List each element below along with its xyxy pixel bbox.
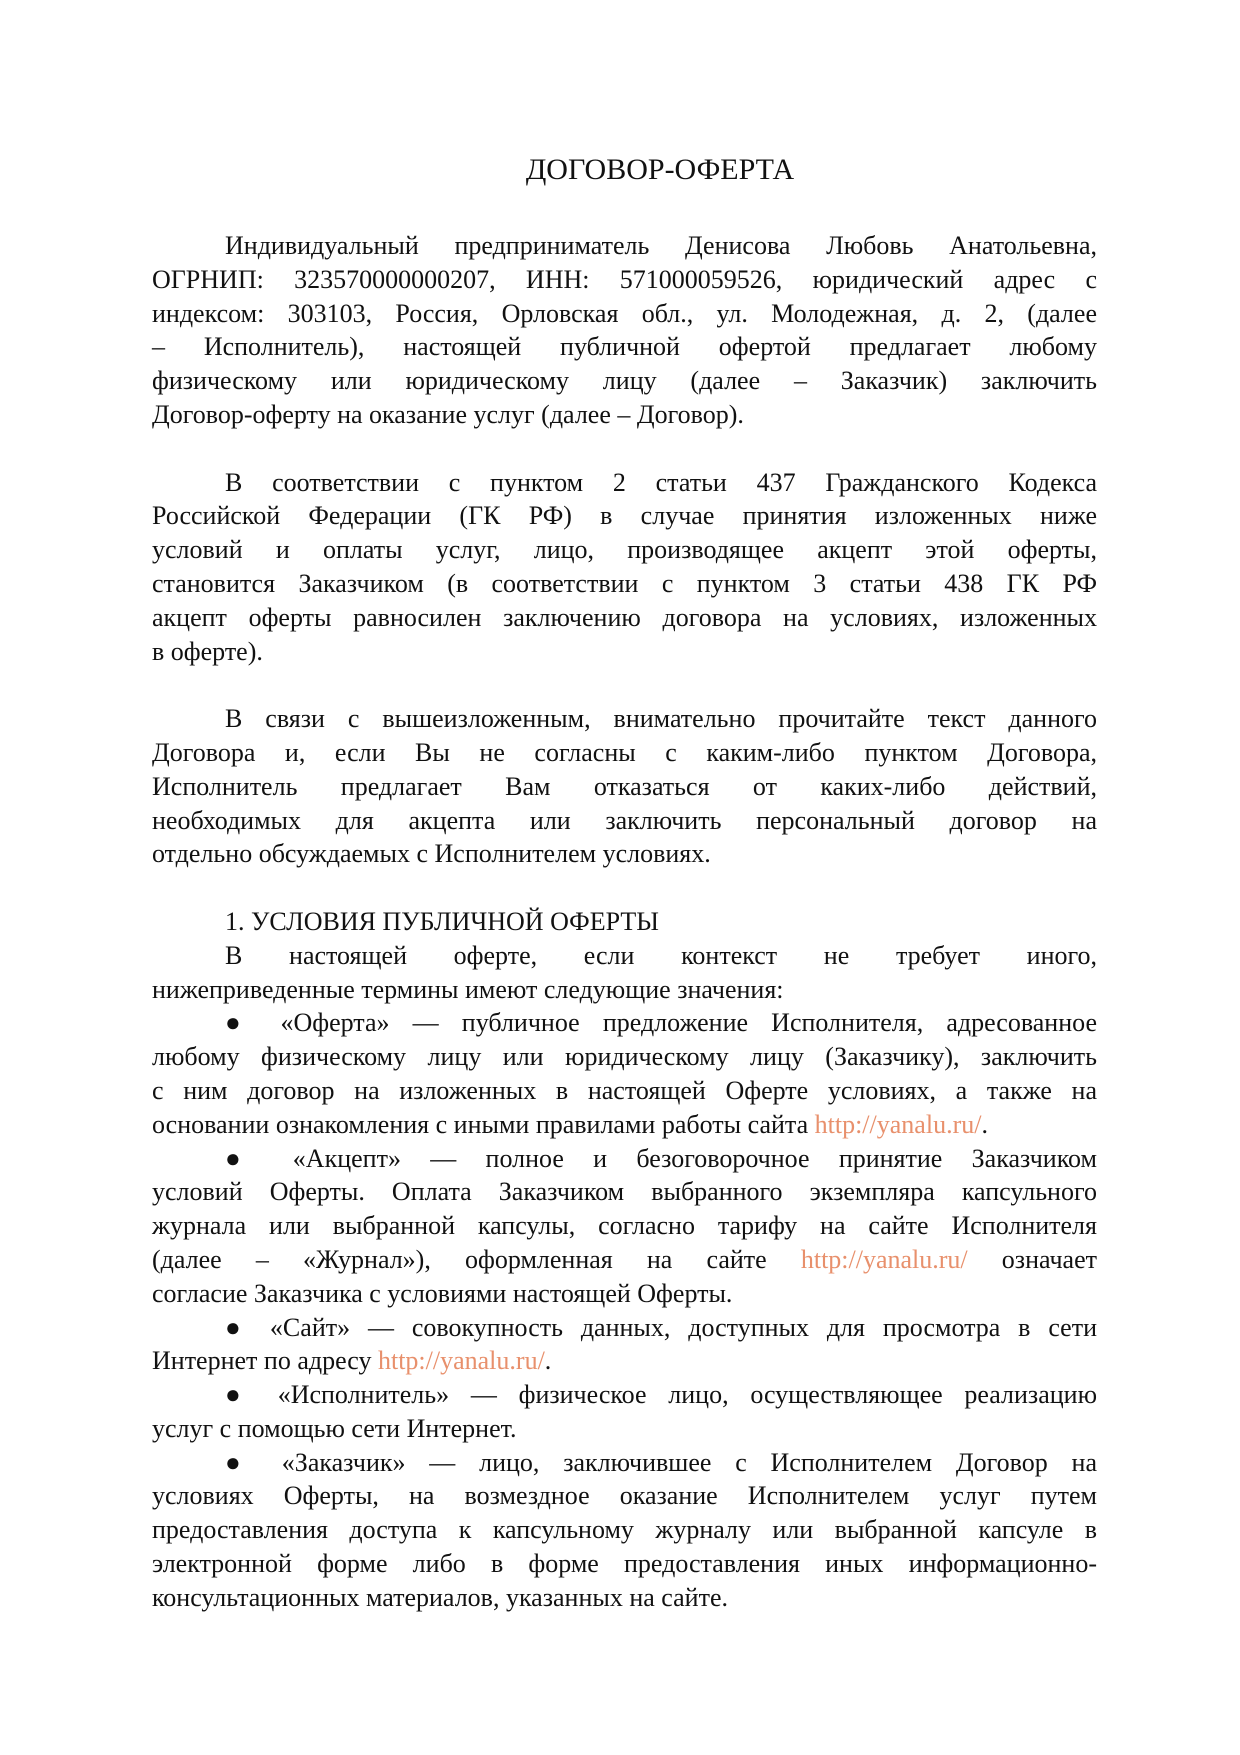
text-line	[152, 804, 1097, 838]
definition-item	[152, 1006, 1097, 1141]
text-line	[152, 905, 1097, 939]
text-segment: (далее – «Журнал»), оформленная на сайте	[152, 1244, 801, 1274]
text-segment: условий и оплаты услуг, лицо, производящее акцепт этой оферты,	[152, 535, 1097, 565]
text-segment: предоставления доступа к капсульному журналу или выбранной капсуле в	[152, 1515, 1097, 1545]
text-line	[152, 1277, 1097, 1311]
website-link[interactable]: http://yanalu.ru/	[377, 1346, 545, 1376]
text-segment: электронной форме либо в форме предоставления иных информационно-	[152, 1549, 1097, 1579]
text-line	[152, 1378, 1097, 1412]
text-segment: Индивидуальный предприниматель Денисова Любовь Анатольевна,	[225, 231, 1097, 260]
text-line	[152, 1108, 1097, 1142]
text-line	[152, 736, 1097, 770]
text-line	[152, 263, 1097, 297]
definition-item	[152, 1446, 1097, 1615]
text-line	[152, 1209, 1097, 1243]
text-segment: Договора и, если Вы не согласны с каким-либо пунктом Договора,	[152, 737, 1097, 767]
definition-item	[152, 1311, 1097, 1379]
paragraph	[152, 939, 1097, 1007]
text-segment: в оферте).	[152, 636, 263, 666]
definition-item	[152, 1142, 1097, 1311]
text-line	[152, 466, 1097, 500]
text-segment: ● «Исполнитель» — физическое лицо, осуществляющее реализацию	[225, 1380, 1097, 1410]
text-segment: услуг с помощью сети Интернет.	[152, 1413, 517, 1443]
section-heading	[152, 905, 1097, 939]
text-line	[152, 1311, 1097, 1345]
paragraph	[152, 466, 1097, 669]
text-segment: Исполнитель предлагает Вам отказаться от каких-либо действий,	[152, 771, 1097, 801]
text-segment: отдельно обсуждаемых с Исполнителем условиях.	[152, 839, 711, 869]
text-segment: консультационных материалов, указанных на сайте.	[152, 1582, 728, 1612]
text-line	[152, 1513, 1097, 1547]
text-line	[152, 533, 1097, 567]
text-line	[152, 837, 1097, 871]
text-segment: становится Заказчиком (в соответствии с пунктом 3 статьи 438 ГК РФ	[152, 568, 1097, 598]
document-title: ДОГОВОР-ОФЕРТА	[525, 153, 795, 186]
text-line	[152, 1243, 1097, 1277]
text-segment: ● «Акцепт» — полное и безоговорочное принятие Заказчиком	[225, 1143, 1097, 1173]
text-line	[152, 1040, 1097, 1074]
text-line	[152, 1547, 1097, 1581]
text-line	[152, 1479, 1097, 1513]
website-link[interactable]: http://yanalu.ru/	[814, 1109, 982, 1139]
text-segment: ● «Сайт» — совокупность данных, доступных для просмотра в сети	[225, 1312, 1097, 1342]
text-segment: В настоящей оферте, если контекст не требует иного,	[225, 940, 1097, 970]
text-segment: акцепт оферты равносилен заключению договора на условиях, изложенных	[152, 602, 1097, 632]
text-segment: В соответствии с пунктом 2 статьи 437 Гражданского Кодекса	[225, 467, 1097, 497]
text-segment: с ним договор на изложенных в настоящей Оферте условиях, а также на	[152, 1075, 1097, 1105]
text-line	[152, 229, 1097, 263]
text-segment: индексом: 303103, Россия, Орловская обл., ул. Молодежная, д. 2, (далее	[152, 298, 1097, 328]
text-line	[152, 330, 1097, 364]
text-segment: любому физическому лицу или юридическому лицу (Заказчику), заключить	[152, 1042, 1097, 1072]
text-segment: В связи с вышеизложенным, внимательно прочитайте текст данного	[225, 704, 1097, 734]
text-line	[152, 1142, 1097, 1176]
text-segment: Интернет по адресу	[152, 1346, 378, 1376]
text-line	[152, 1581, 1097, 1615]
text-line	[152, 297, 1097, 331]
text-line	[152, 398, 1097, 432]
text-segment: .	[981, 1109, 988, 1139]
document-body	[152, 229, 1097, 1615]
text-segment: физическому или юридическому лицу (далее – Заказчик) заключить	[152, 366, 1097, 396]
paragraph	[152, 229, 1097, 432]
text-segment: – Исполнитель), настоящей публичной офертой предлагает любому	[152, 332, 1097, 362]
text-segment: журнала или выбранной капсулы, согласно тарифу на сайте Исполнителя	[152, 1211, 1097, 1241]
text-segment: Российской Федерации (ГК РФ) в случае принятия изложенных ниже	[152, 501, 1097, 531]
text-line	[152, 702, 1097, 736]
paragraph	[152, 702, 1097, 871]
website-link[interactable]: http://yanalu.ru/	[800, 1244, 968, 1274]
text-segment: нижеприведенные термины имеют следующие значения:	[152, 974, 784, 1004]
definition-item	[152, 1378, 1097, 1446]
text-line	[152, 635, 1097, 669]
text-line	[152, 499, 1097, 533]
text-line	[152, 364, 1097, 398]
text-segment: Договор-оферту на оказание услуг (далее – Договор).	[152, 399, 744, 429]
text-segment: ● «Заказчик» — лицо, заключившее с Исполнителем Договор на	[225, 1447, 1097, 1477]
text-segment: согласие Заказчика с условиями настоящей Оферты.	[152, 1278, 733, 1308]
text-line	[152, 770, 1097, 804]
text-line	[152, 939, 1097, 973]
text-line	[152, 1074, 1097, 1108]
text-line	[152, 601, 1097, 635]
text-segment: .	[544, 1346, 552, 1376]
text-segment: ОГРНИП: 323570000000207, ИНН: 571000059526, юридический адрес с	[152, 264, 1097, 294]
text-segment: условиях Оферты, на возмездное оказание Исполнителем услуг путем	[152, 1481, 1097, 1511]
text-segment: основании ознакомления с иными правилами работы сайта	[152, 1109, 815, 1139]
text-line	[152, 1412, 1097, 1446]
text-line	[152, 1446, 1097, 1480]
text-segment: ● «Оферта» — публичное предложение Исполнителя, адресованное	[225, 1008, 1097, 1038]
text-line	[152, 1344, 1097, 1378]
text-segment: 1. УСЛОВИЯ ПУБЛИЧНОЙ ОФЕРТЫ	[225, 906, 659, 936]
text-line	[152, 1006, 1097, 1040]
text-line	[152, 567, 1097, 601]
text-line	[152, 1175, 1097, 1209]
text-segment: необходимых для акцепта или заключить персональный договор на	[152, 805, 1097, 835]
text-segment: условий Оферты. Оплата Заказчиком выбранного экземпляра капсульного	[152, 1177, 1097, 1207]
text-line	[152, 973, 1097, 1007]
text-segment: означает	[967, 1244, 1098, 1274]
